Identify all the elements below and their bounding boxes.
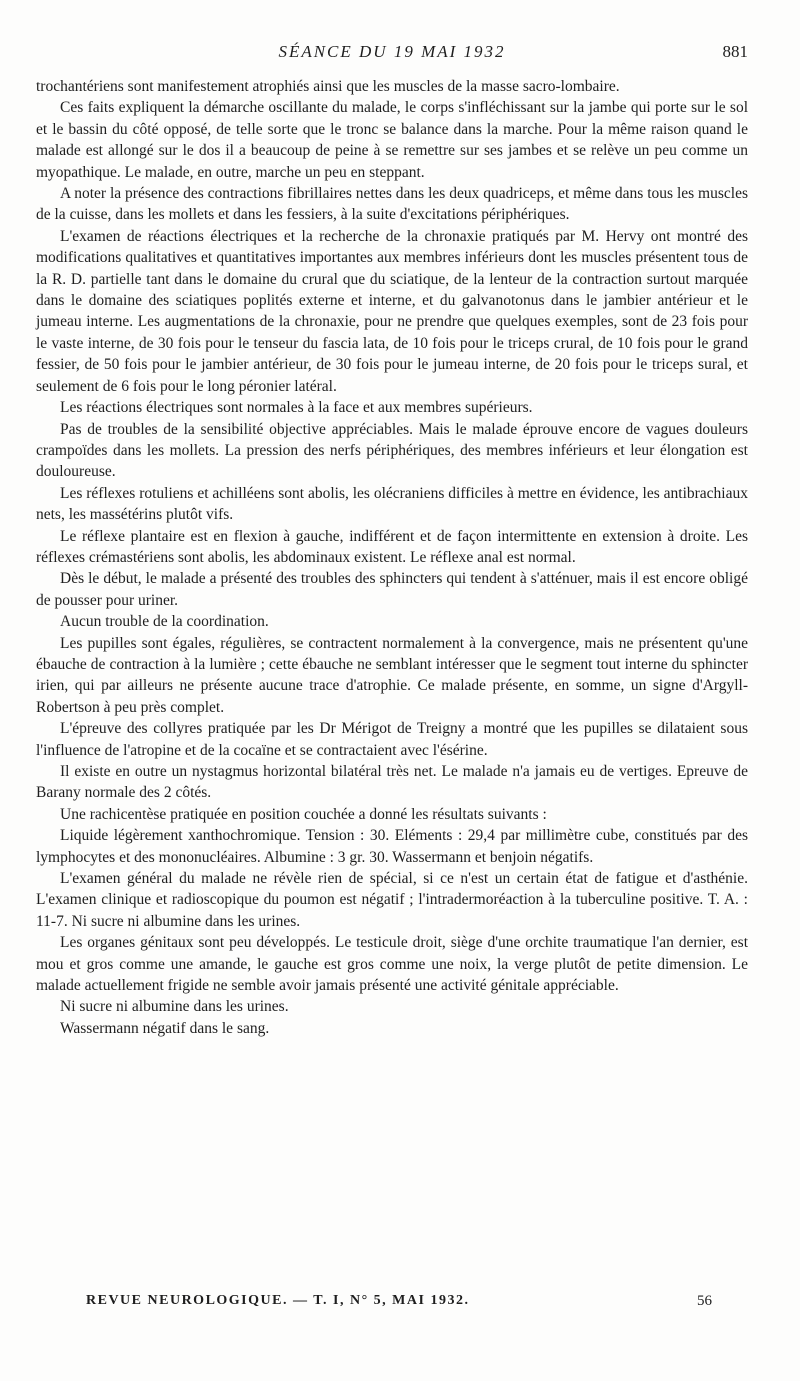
journal-reference: REVUE NEUROLOGIQUE. — T. I, N° 5, MAI 1932. <box>86 1293 470 1308</box>
paragraph: Les pupilles sont égales, régulières, se contractent normalement à la convergence, mais ne présentent qu'une ébauche de contraction à la lumière ; cette ébauche ne semblant intéresser que le segment tout interne du sphincter irien, qui par ailleurs ne présente aucune trace d'atrophie. Ce malade présente, en somme, un signe d'Argyll-Robertson à peu près complet. <box>36 634 748 716</box>
paragraph: Les réflexes rotuliens et achilléens sont abolis, les olécraniens difficiles à mettre en évidence, les antibrachiaux nets, les massétérins plutôt vifs. <box>36 484 748 524</box>
paragraph: L'examen de réactions électriques et la recherche de la chronaxie pratiqués par M. Hervy ont montré des modifications qualitatives et quantitatives importantes aux membres inférieurs dont les muscles présentent tous de la R. D. partielle tant dans le domaine du crural que du sciatique, de la lenteur de la contraction surtout marquée dans le domaine des sciatiques poplités externe et interne, et du galvanotonus dans le jambier antérieur et le jumeau interne. Les augmentations de la chronaxie, pour ne prendre que quelques exemples, sont de 23 fois pour le vaste interne, de 30 fois pour le tenseur du fascia lata, de 10 fois pour le triceps crural, de 10 fois pour le grand fessier, de 50 fois pour le jambier antérieur, de 30 fois pour le jumeau interne, de 20 fois pour le triceps sural, et seulement de 6 fois pour le long péronier latéral. <box>36 227 748 395</box>
paragraph: Dès le début, le malade a présenté des troubles des sphincters qui tendent à s'atténuer, mais il est encore obligé de pousser pour uriner. <box>36 570 748 609</box>
paragraph: trochantériens sont manifestement atrophiés ainsi que les muscles de la masse sacro-lombaire. <box>36 78 620 95</box>
body-text <box>36 76 748 1039</box>
page-number: 881 <box>722 42 748 61</box>
paragraph: Une rachicentèse pratiquée en position couchée a donné les résultats suivants : <box>60 805 547 823</box>
paragraph: Il existe en outre un nystagmus horizontal bilatéral très net. Le malade n'a jamais eu de vertiges. Epreuve de Barany normale des 2 côtés. <box>36 763 748 802</box>
paragraph: Le réflexe plantaire est en flexion à gauche, indifférent et de façon intermittente en extension à droite. Les réflexes crémastériens sont abolis, les abdominaux existent. Le réflexe anal est normal. <box>36 527 748 566</box>
paragraph: Les réactions électriques sont normales à la face et aux membres supérieurs. <box>60 399 533 417</box>
page-footer <box>86 1293 748 1315</box>
signature-mark: 56 <box>697 1293 712 1309</box>
paragraph: Pas de troubles de la sensibilité objective appréciables. Mais le malade éprouve encore de vagues douleurs crampoïdes dans les mollets. La pression des nerfs périphériques, des membres inférieurs et leur élongation est douloureuse. <box>36 420 748 481</box>
paragraph: Ni sucre ni albumine dans les urines. <box>60 998 289 1016</box>
paragraph: L'épreuve des collyres pratiquée par les Dr Mérigot de Treigny a montré que les pupilles se dilataient sous l'influence de l'atropine et de la cocaïne et se contractaient avec l'ésérine. <box>36 720 748 759</box>
paragraph: Ces faits expliquent la démarche oscillante du malade, le corps s'infléchissant sur la jambe qui porte sur le sol et le bassin du côté opposé, de telle sorte que le tronc se balance dans la marche. Pour la même raison quand le malade est allongé sur le dos il a beaucoup de peine à se remettre sur ses jambes et se relève un peu comme un myopathique. Le malade, en outre, marche un peu en steppant. <box>36 99 748 181</box>
running-title: SÉANCE DU 19 MAI 1932 <box>278 42 506 61</box>
paragraph: Liquide légèrement xanthochromique. Tension : 30. Eléments : 29,4 par millimètre cube, constitués par des lymphocytes et des mononucléaires. Albumine : 3 gr. 30. Wassermann et benjoin négatifs. <box>36 827 748 866</box>
paragraph: Wassermann négatif dans le sang. <box>60 1019 270 1037</box>
page-header <box>36 42 748 66</box>
paragraph: Aucun trouble de la coordination. <box>60 613 269 631</box>
paragraph: L'examen général du malade ne révèle rien de spécial, si ce n'est un certain état de fatigue et d'asthénie. L'examen clinique et radioscopique du poumon est négatif ; l'intradermoréaction à la tuberculine positive. T. A. : 11-7. Ni sucre ni albumine dans les urines. <box>36 870 748 930</box>
paragraph: A noter la présence des contractions fibrillaires nettes dans les deux quadriceps, et même dans tous les muscles de la cuisse, dans les mollets et dans les fessiers, à la suite d'excitations périphériques. <box>36 185 748 224</box>
paragraph: Les organes génitaux sont peu développés. Le testicule droit, siège d'une orchite traumatique l'an dernier, est mou et gros comme une amande, le gauche est gros comme une noix, la verge plutôt de petite dimension. Le malade actuellement frigide ne semble avoir jamais présenté une activité génitale appréciable. <box>36 934 748 995</box>
